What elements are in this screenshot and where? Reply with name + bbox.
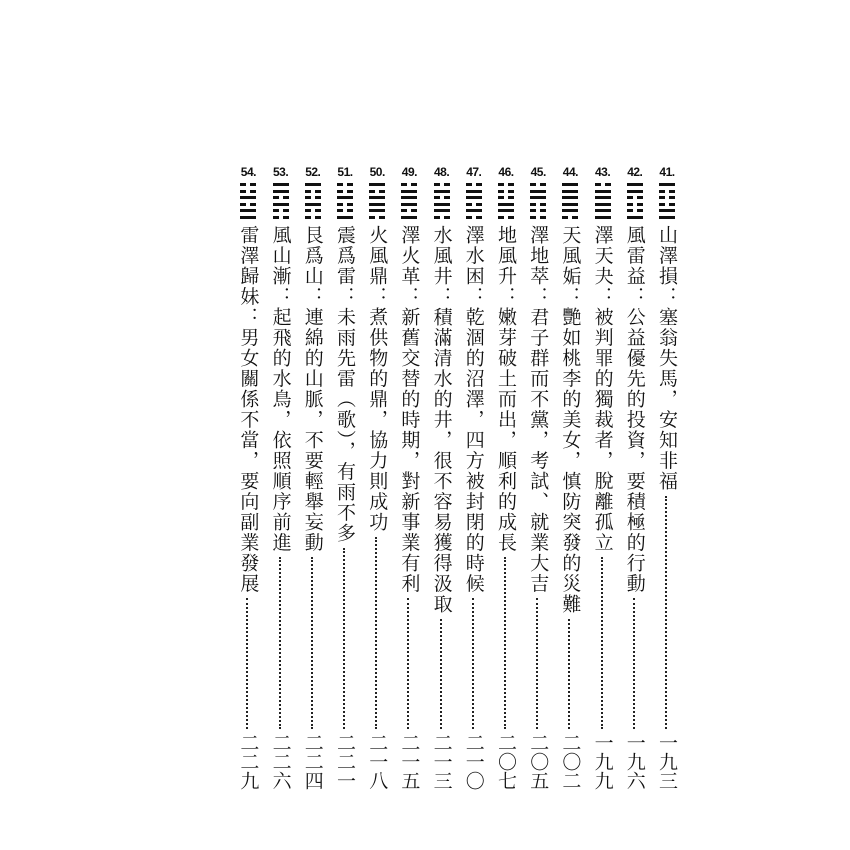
leader-dots	[375, 537, 381, 729]
separator: ：	[495, 286, 517, 307]
entry-description: 嫩芽破土而出，順利的成長	[495, 307, 517, 553]
hexagram-name: 澤火革	[398, 225, 421, 287]
page-number: 一九三	[656, 733, 678, 790]
page-number: 二一五	[398, 733, 421, 790]
entry-number: 41.	[659, 165, 675, 179]
leader-dots	[536, 598, 542, 729]
entry-number: 43.	[595, 165, 611, 179]
separator: ：	[366, 286, 389, 307]
entry-description: 塞翁失馬，安知非福	[656, 307, 678, 492]
hexagram-name: 風山漸	[269, 225, 292, 287]
hexagram-name: 天風姤	[559, 225, 582, 287]
hexagram-name: 地風升	[495, 225, 517, 287]
page-number: 二一〇	[462, 733, 485, 790]
hexagram-name: 澤天夬	[591, 225, 614, 287]
hexagram-icon	[627, 183, 643, 223]
hexagram-name: 澤地萃	[527, 225, 550, 287]
entry-title	[652, 225, 682, 492]
entry-description: 公益優先的投資，要積極的行動	[623, 307, 646, 594]
page-number: 二一八	[366, 733, 389, 790]
separator: ：	[398, 286, 421, 307]
page-number: 二二六	[269, 733, 292, 790]
separator: ：	[623, 286, 646, 307]
toc-entry[interactable]	[330, 165, 360, 790]
leader-dots	[246, 598, 252, 729]
leader-dots	[407, 598, 413, 729]
separator: ：	[237, 307, 260, 328]
hexagram-icon	[466, 183, 482, 223]
toc-entry[interactable]	[266, 165, 296, 790]
hexagram-icon	[240, 183, 256, 223]
page-number: 二二九	[237, 733, 260, 790]
entry-description: 君子群而不黨，考試、就業大吉	[527, 307, 550, 594]
entry-number: 54.	[240, 165, 256, 179]
page-number: 二〇七	[495, 733, 517, 790]
entry-title	[394, 225, 424, 594]
entry-title	[620, 225, 650, 594]
entry-number: 53.	[273, 165, 289, 179]
hexagram-icon	[369, 183, 385, 223]
hexagram-icon	[305, 183, 321, 223]
toc-entry[interactable]	[555, 165, 585, 790]
separator: ：	[301, 286, 324, 307]
entry-number: 51.	[337, 165, 353, 179]
entry-description: 積滿清水的井，很不容易獲得汲取	[430, 307, 453, 615]
entry-title	[523, 225, 553, 594]
toc-entry[interactable]	[394, 165, 424, 790]
entry-title	[588, 225, 618, 553]
entry-title	[266, 225, 296, 553]
entry-description: 乾涸的沼澤，四方被封閉的時候	[462, 307, 485, 594]
page-number: 二〇二	[559, 733, 582, 790]
hexagram-icon	[530, 183, 546, 223]
hexagram-name: 澤水困	[462, 225, 485, 287]
leader-dots	[633, 598, 639, 729]
hexagram-name: 火風鼎	[366, 225, 389, 287]
hexagram-icon	[562, 183, 578, 223]
toc-entry[interactable]	[427, 165, 457, 790]
leader-dots	[279, 557, 285, 729]
entry-description: 被判罪的獨裁者，脫離孤立	[591, 307, 614, 553]
separator: ：	[591, 286, 614, 307]
toc-entry[interactable]	[459, 165, 489, 790]
hexagram-name: 風雷益	[623, 225, 646, 287]
entry-title	[427, 225, 457, 615]
entry-number: 45.	[530, 165, 546, 179]
entry-number: 48.	[434, 165, 450, 179]
hexagram-name: 震爲雷	[334, 225, 356, 287]
entry-description: 連綿的山脈，不要輕舉妄動	[301, 307, 324, 553]
entry-title	[298, 225, 328, 553]
separator: ：	[527, 286, 550, 307]
leader-dots	[665, 496, 671, 729]
hexagram-icon	[401, 183, 417, 223]
toc-entry[interactable]	[523, 165, 553, 790]
leader-dots	[440, 619, 446, 729]
leader-dots	[601, 557, 607, 729]
separator: ：	[334, 286, 356, 307]
hexagram-icon	[434, 183, 450, 223]
entry-number: 42.	[627, 165, 643, 179]
entry-number: 50.	[369, 165, 385, 179]
separator: ：	[559, 286, 582, 307]
entry-number: 46.	[498, 165, 514, 179]
entry-description: 新舊交替的時期，對新事業有利	[398, 307, 421, 594]
entry-description: 男女關係不當，要向副業發展	[237, 327, 260, 594]
entry-title	[330, 225, 360, 544]
separator: ：	[269, 286, 292, 307]
toc-entry[interactable]	[588, 165, 618, 790]
entry-number: 52.	[305, 165, 321, 179]
toc-entry[interactable]	[233, 165, 263, 790]
entry-title	[459, 225, 489, 594]
separator: ：	[430, 286, 453, 307]
entry-title	[233, 225, 263, 594]
toc-entry[interactable]	[652, 165, 682, 790]
toc-entry[interactable]	[298, 165, 328, 790]
table-of-contents	[222, 165, 682, 795]
entry-description: 起飛的水鳥，依照順序前進	[269, 307, 292, 553]
hexagram-icon	[659, 183, 675, 223]
hexagram-icon	[273, 183, 289, 223]
toc-entry[interactable]	[620, 165, 650, 790]
entry-description: 未雨先雷（歌），有雨不多	[334, 307, 356, 544]
entry-title	[362, 225, 392, 533]
page-number: 二二一	[334, 733, 356, 790]
hexagram-icon	[498, 183, 514, 223]
entry-title	[491, 225, 521, 553]
page-number: 二二四	[301, 733, 324, 790]
page-number: 一九九	[591, 733, 614, 790]
page-number: 二〇五	[527, 733, 550, 790]
hexagram-icon	[337, 183, 353, 223]
entry-number: 44.	[562, 165, 578, 179]
leader-dots	[472, 598, 478, 729]
toc-entry[interactable]	[362, 165, 392, 790]
separator: ：	[656, 286, 678, 307]
page-number: 一九六	[623, 733, 646, 790]
hexagram-name: 雷澤歸妹	[237, 225, 260, 307]
entry-number: 47.	[466, 165, 482, 179]
hexagram-icon	[595, 183, 611, 223]
toc-entry[interactable]	[491, 165, 521, 790]
hexagram-name: 水風井	[430, 225, 453, 287]
leader-dots	[311, 557, 317, 729]
entry-title	[555, 225, 585, 615]
page-number: 二一三	[430, 733, 453, 790]
leader-dots	[504, 557, 510, 729]
separator: ：	[462, 286, 485, 307]
hexagram-name: 艮爲山	[301, 225, 324, 287]
leader-dots	[568, 619, 574, 729]
entry-number: 49.	[401, 165, 417, 179]
leader-dots	[343, 548, 349, 729]
entry-description: 煮供物的鼎，協力則成功	[366, 307, 389, 533]
hexagram-name: 山澤損	[656, 225, 678, 287]
entry-description: 艷如桃李的美女，慎防突發的災難	[559, 307, 582, 615]
